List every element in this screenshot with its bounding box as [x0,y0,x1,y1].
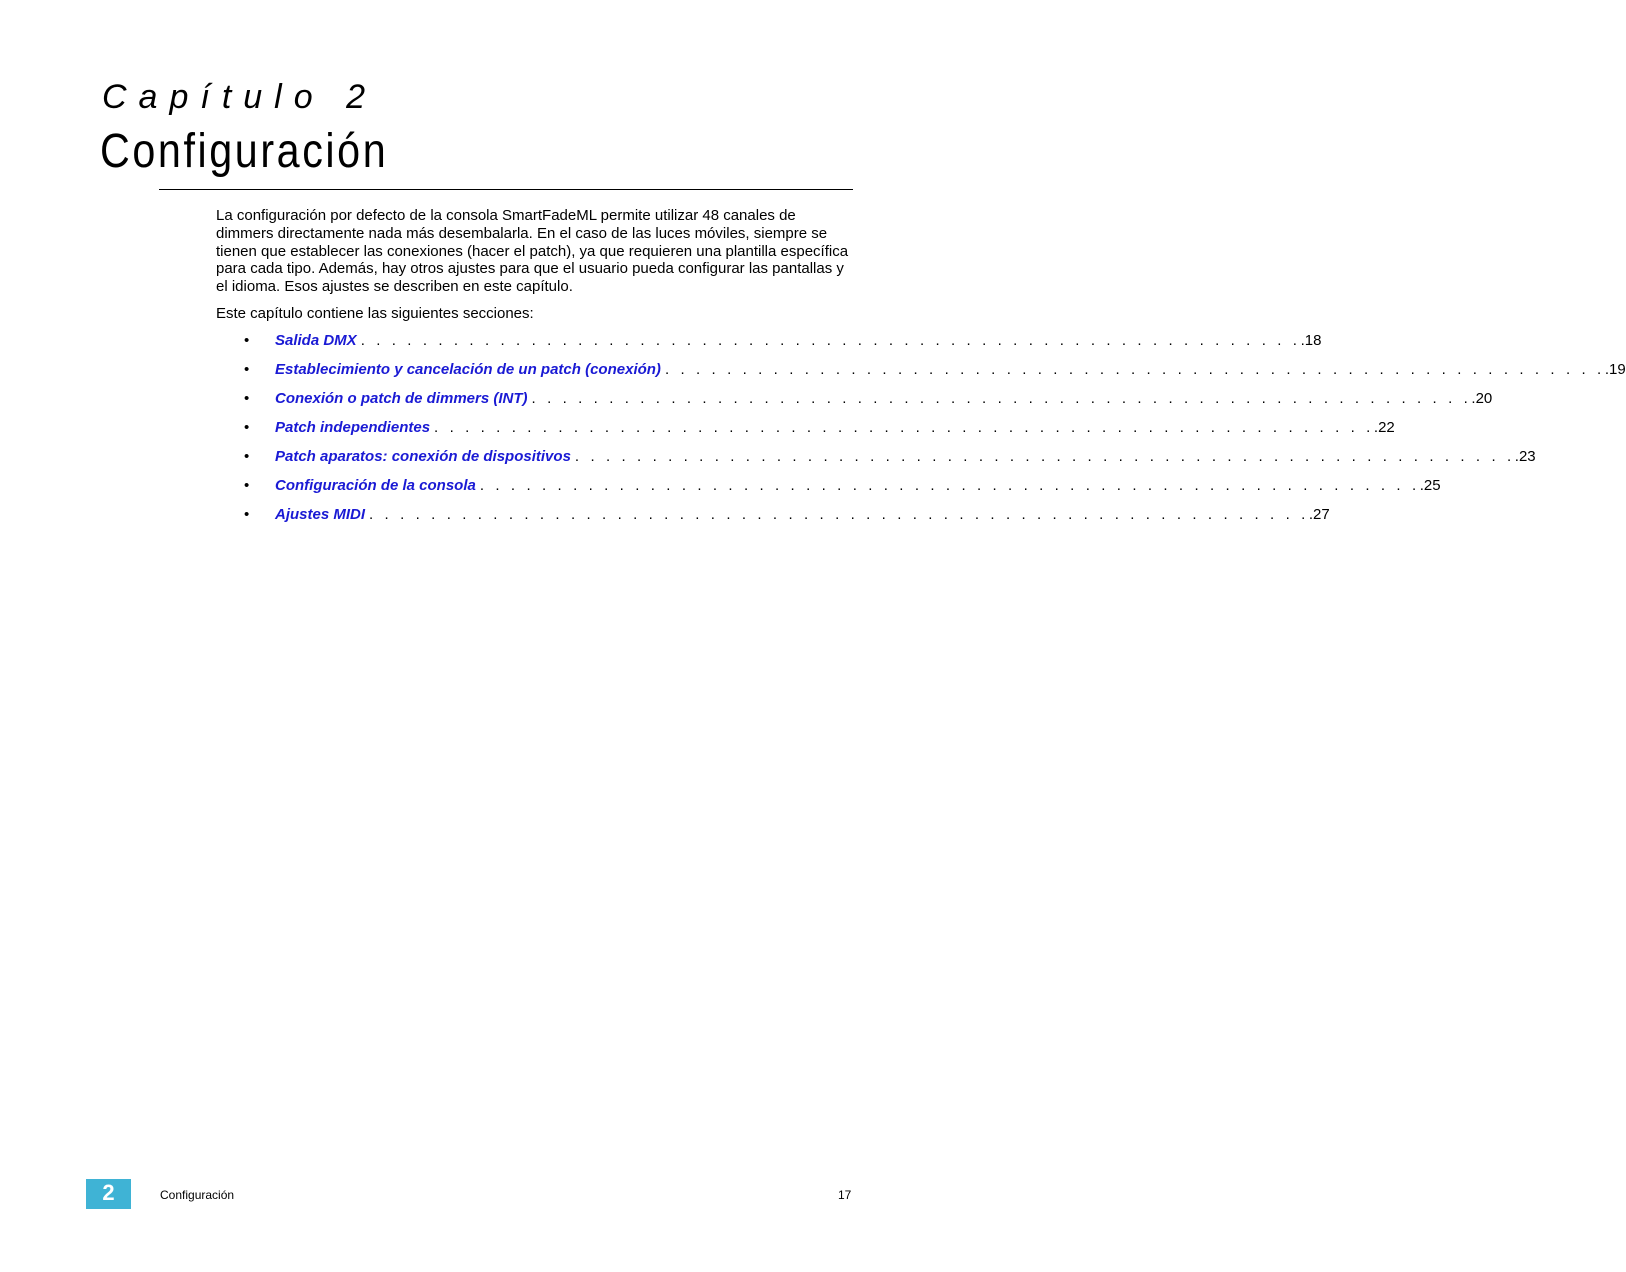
page-ref: .19 [1604,361,1626,378]
toc-entry[interactable] [275,447,1536,467]
toc-entry[interactable] [275,389,1493,409]
bullet: • [244,390,250,407]
dot-leader: . . . . . . . . . . . . . . . . . . . . . . . . . . . . . . . . . . . . . . . . . . . . . . . . . . . . . . . . . . . . . [531,390,1472,407]
dot-leader: . . . . . . . . . . . . . . . . . . . . . . . . . . . . . . . . . . . . . . . . . . . . . . . . . . . . . . . . . . . . . [360,332,1301,349]
title-divider [159,189,853,190]
toc-entry[interactable] [275,505,1330,525]
list-item [244,360,1626,389]
list-item [244,505,1330,534]
toc-link-patch-independientes[interactable]: Patch independientes [275,419,431,436]
bullet: • [244,361,250,378]
list-item [244,418,1395,447]
footer-title: Configuración [160,1188,235,1202]
dot-leader: . . . . . . . . . . . . . . . . . . . . . . . . . . . . . . . . . . . . . . . . . . . . . . . . . . . . . . . . . . . . . [369,506,1309,523]
toc-link-salida-dmx[interactable]: Salida DMX [275,332,357,349]
page-ref: .25 [1419,477,1441,494]
toc-entry[interactable] [275,476,1441,496]
toc-link-ajustes-midi[interactable]: Ajustes MIDI [275,506,366,523]
chapter-number-tab: 2 [86,1179,131,1209]
dot-leader: . . . . . . . . . . . . . . . . . . . . . . . . . . . . . . . . . . . . . . . . . . . . . . . . . . . . . . . . . . . . . [434,419,1374,436]
dot-leader: . . . . . . . . . . . . . . . . . . . . . . . . . . . . . . . . . . . . . . . . . . . . . . . . . . . . . . . . . . . . . [574,448,1515,465]
list-item [244,476,1441,505]
dot-leader: . . . . . . . . . . . . . . . . . . . . . . . . . . . . . . . . . . . . . . . . . . . . . . . . . . . . . . . . . . . . . [664,361,1605,378]
bullet: • [244,332,250,349]
page-ref: .22 [1373,419,1395,436]
toc-link-patch-dimmers[interactable]: Conexión o patch de dimmers (INT) [275,390,528,407]
toc-entry[interactable] [275,360,1626,380]
bullet: • [244,477,250,494]
page-ref: .23 [1514,448,1536,465]
toc-link-establecimiento-patch[interactable]: Establecimiento y cancelación de un patch (conexión) [275,361,661,378]
chapter-label: Capítulo 2 [102,78,377,116]
chapter-title: Configuración [100,125,389,178]
page-ref: .20 [1471,390,1493,407]
bullet: • [244,506,250,523]
page-ref: .27 [1308,506,1330,523]
page-ref: .18 [1300,332,1322,349]
list-item [244,331,1322,360]
section-list [244,331,1626,534]
footer-page-number: 17 [838,1188,852,1202]
list-item [244,389,1493,418]
toc-link-patch-aparatos[interactable]: Patch aparatos: conexión de dispositivos [275,448,571,465]
dot-leader: . . . . . . . . . . . . . . . . . . . . . . . . . . . . . . . . . . . . . . . . . . . . . . . . . . . . . . . . . . . . . [479,477,1420,494]
toc-entry[interactable] [275,331,1322,351]
bullet: • [244,448,250,465]
toc-entry[interactable] [275,418,1395,438]
sections-lead: Este capítulo contiene las siguientes secciones: [216,305,534,322]
intro-paragraph: La configuración por defecto de la consola SmartFadeML permite utilizar 48 canales de dimmers directamente nada más desembalarla. En el caso de las luces móviles, siempre se tienen que establecer las conexiones (hacer el patch), ya que requieren una plantilla específica para cada tipo. Además, hay otros ajustes para que el usuario pueda configurar las pantallas y el idioma. Esos ajustes se describen en este capítulo. [216,207,849,296]
toc-link-configuracion-consola[interactable]: Configuración de la consola [275,477,476,494]
list-item [244,447,1536,476]
bullet: • [244,419,250,436]
